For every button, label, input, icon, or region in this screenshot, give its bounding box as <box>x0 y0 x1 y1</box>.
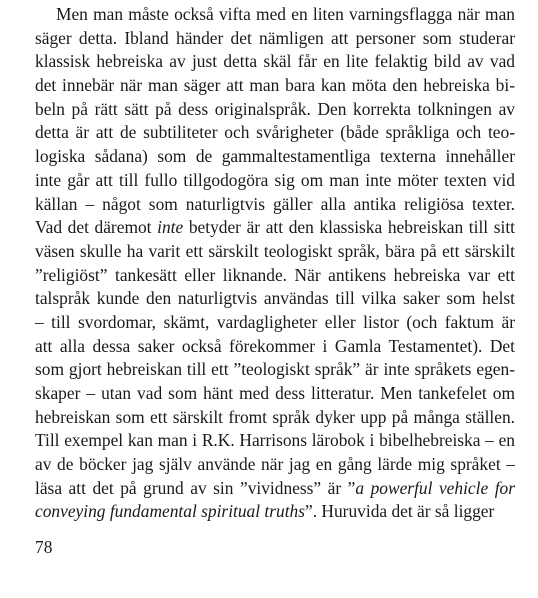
text-segment: inte går att till fullo tillgodogöra sig om man inte möter texten vid <box>35 169 515 190</box>
text-line <box>35 429 515 453</box>
text-line <box>35 74 515 98</box>
italic-text: conveying fundamental spiritual truths <box>35 501 306 522</box>
text-segment: Till exempel kan man i R.K. Harrisons lärobok i bibelhebreiska – en <box>35 430 515 451</box>
text-segment: skaper – utan vad som hänt med dess litteratur. Men tankefelet om <box>35 383 515 403</box>
body-paragraph <box>35 3 515 524</box>
text-line <box>35 98 515 122</box>
text-line <box>35 453 515 477</box>
text-line <box>35 406 515 430</box>
text-segment: talspråk kunde den naturligtvis användas till vilka saker som helst <box>35 288 515 309</box>
text-segment: betyder är att den klassiska hebreiskan till sitt <box>183 217 515 238</box>
text-segment: logiska sådana) som de gammaltestamentliga texterna innehåller <box>35 146 515 167</box>
text-segment: läsa att det på grund av sin ”vividness” är ” <box>35 477 356 498</box>
text-segment: beln på rätt sätt på dess originalspråk. Den korrekta tolkningen av <box>35 98 515 119</box>
text-line <box>35 287 515 311</box>
text-line <box>35 311 515 335</box>
text-segment: väsen skulle ha varit ett särskilt teologiskt språk, bära på ett särskilt <box>35 240 515 261</box>
text-line <box>35 145 515 169</box>
text-segment: som gjort hebreiskan till ett ”teologiskt språk” är inte språkets egen- <box>35 359 515 380</box>
text-segment: hebreiskan som ett särskilt fromt språk dyker upp på många ställen. <box>35 406 515 427</box>
italic-text: inte <box>157 217 184 238</box>
text-line <box>35 358 515 382</box>
text-line <box>35 27 515 51</box>
text-segment: av de böcker jag själv använde när jag en gång lärde mig språket – <box>35 454 515 475</box>
text-line <box>35 240 515 264</box>
text-segment: säger detta. Ibland händer det nämligen att personer som studerar <box>35 27 515 48</box>
text-line <box>35 382 515 406</box>
text-line <box>35 477 515 501</box>
text-line <box>35 121 515 145</box>
text-line <box>35 3 515 27</box>
page-number: 78 <box>35 537 53 557</box>
text-segment: det innebär när man säger att man bara kan möta den hebreiska bi- <box>35 75 515 96</box>
text-segment: ”religiöst” tankesätt eller liknande. När antikens hebreiska var ett <box>35 264 515 285</box>
text-segment: ”. Huruvida det är så ligger <box>305 501 495 522</box>
text-segment: detta är att de subtiliteter och svårigheter (både språkliga och teo- <box>35 122 515 143</box>
text-segment: klassisk hebreiska av just detta skäl får en lite felaktig bild av vad <box>35 51 515 72</box>
text-segment: Men man måste också vifta med en liten varningsflagga när man <box>56 4 515 24</box>
text-line <box>35 193 515 217</box>
text-line <box>35 264 515 288</box>
text-segment: att alla dessa saker också förekommer i Gamla Testamentet). Det <box>35 335 515 356</box>
text-line <box>35 500 515 524</box>
text-line <box>35 216 515 240</box>
text-segment: källan – något som naturligtvis gäller alla antika religiösa texter. <box>35 193 515 214</box>
text-line <box>35 50 515 74</box>
italic-text: a powerful vehicle for <box>355 477 516 498</box>
text-segment: – till svordomar, skämt, vardagligheter eller listor (och faktum är <box>35 311 515 332</box>
text-line <box>35 169 515 193</box>
text-segment: Vad det däremot <box>35 217 158 238</box>
text-line <box>35 335 515 359</box>
